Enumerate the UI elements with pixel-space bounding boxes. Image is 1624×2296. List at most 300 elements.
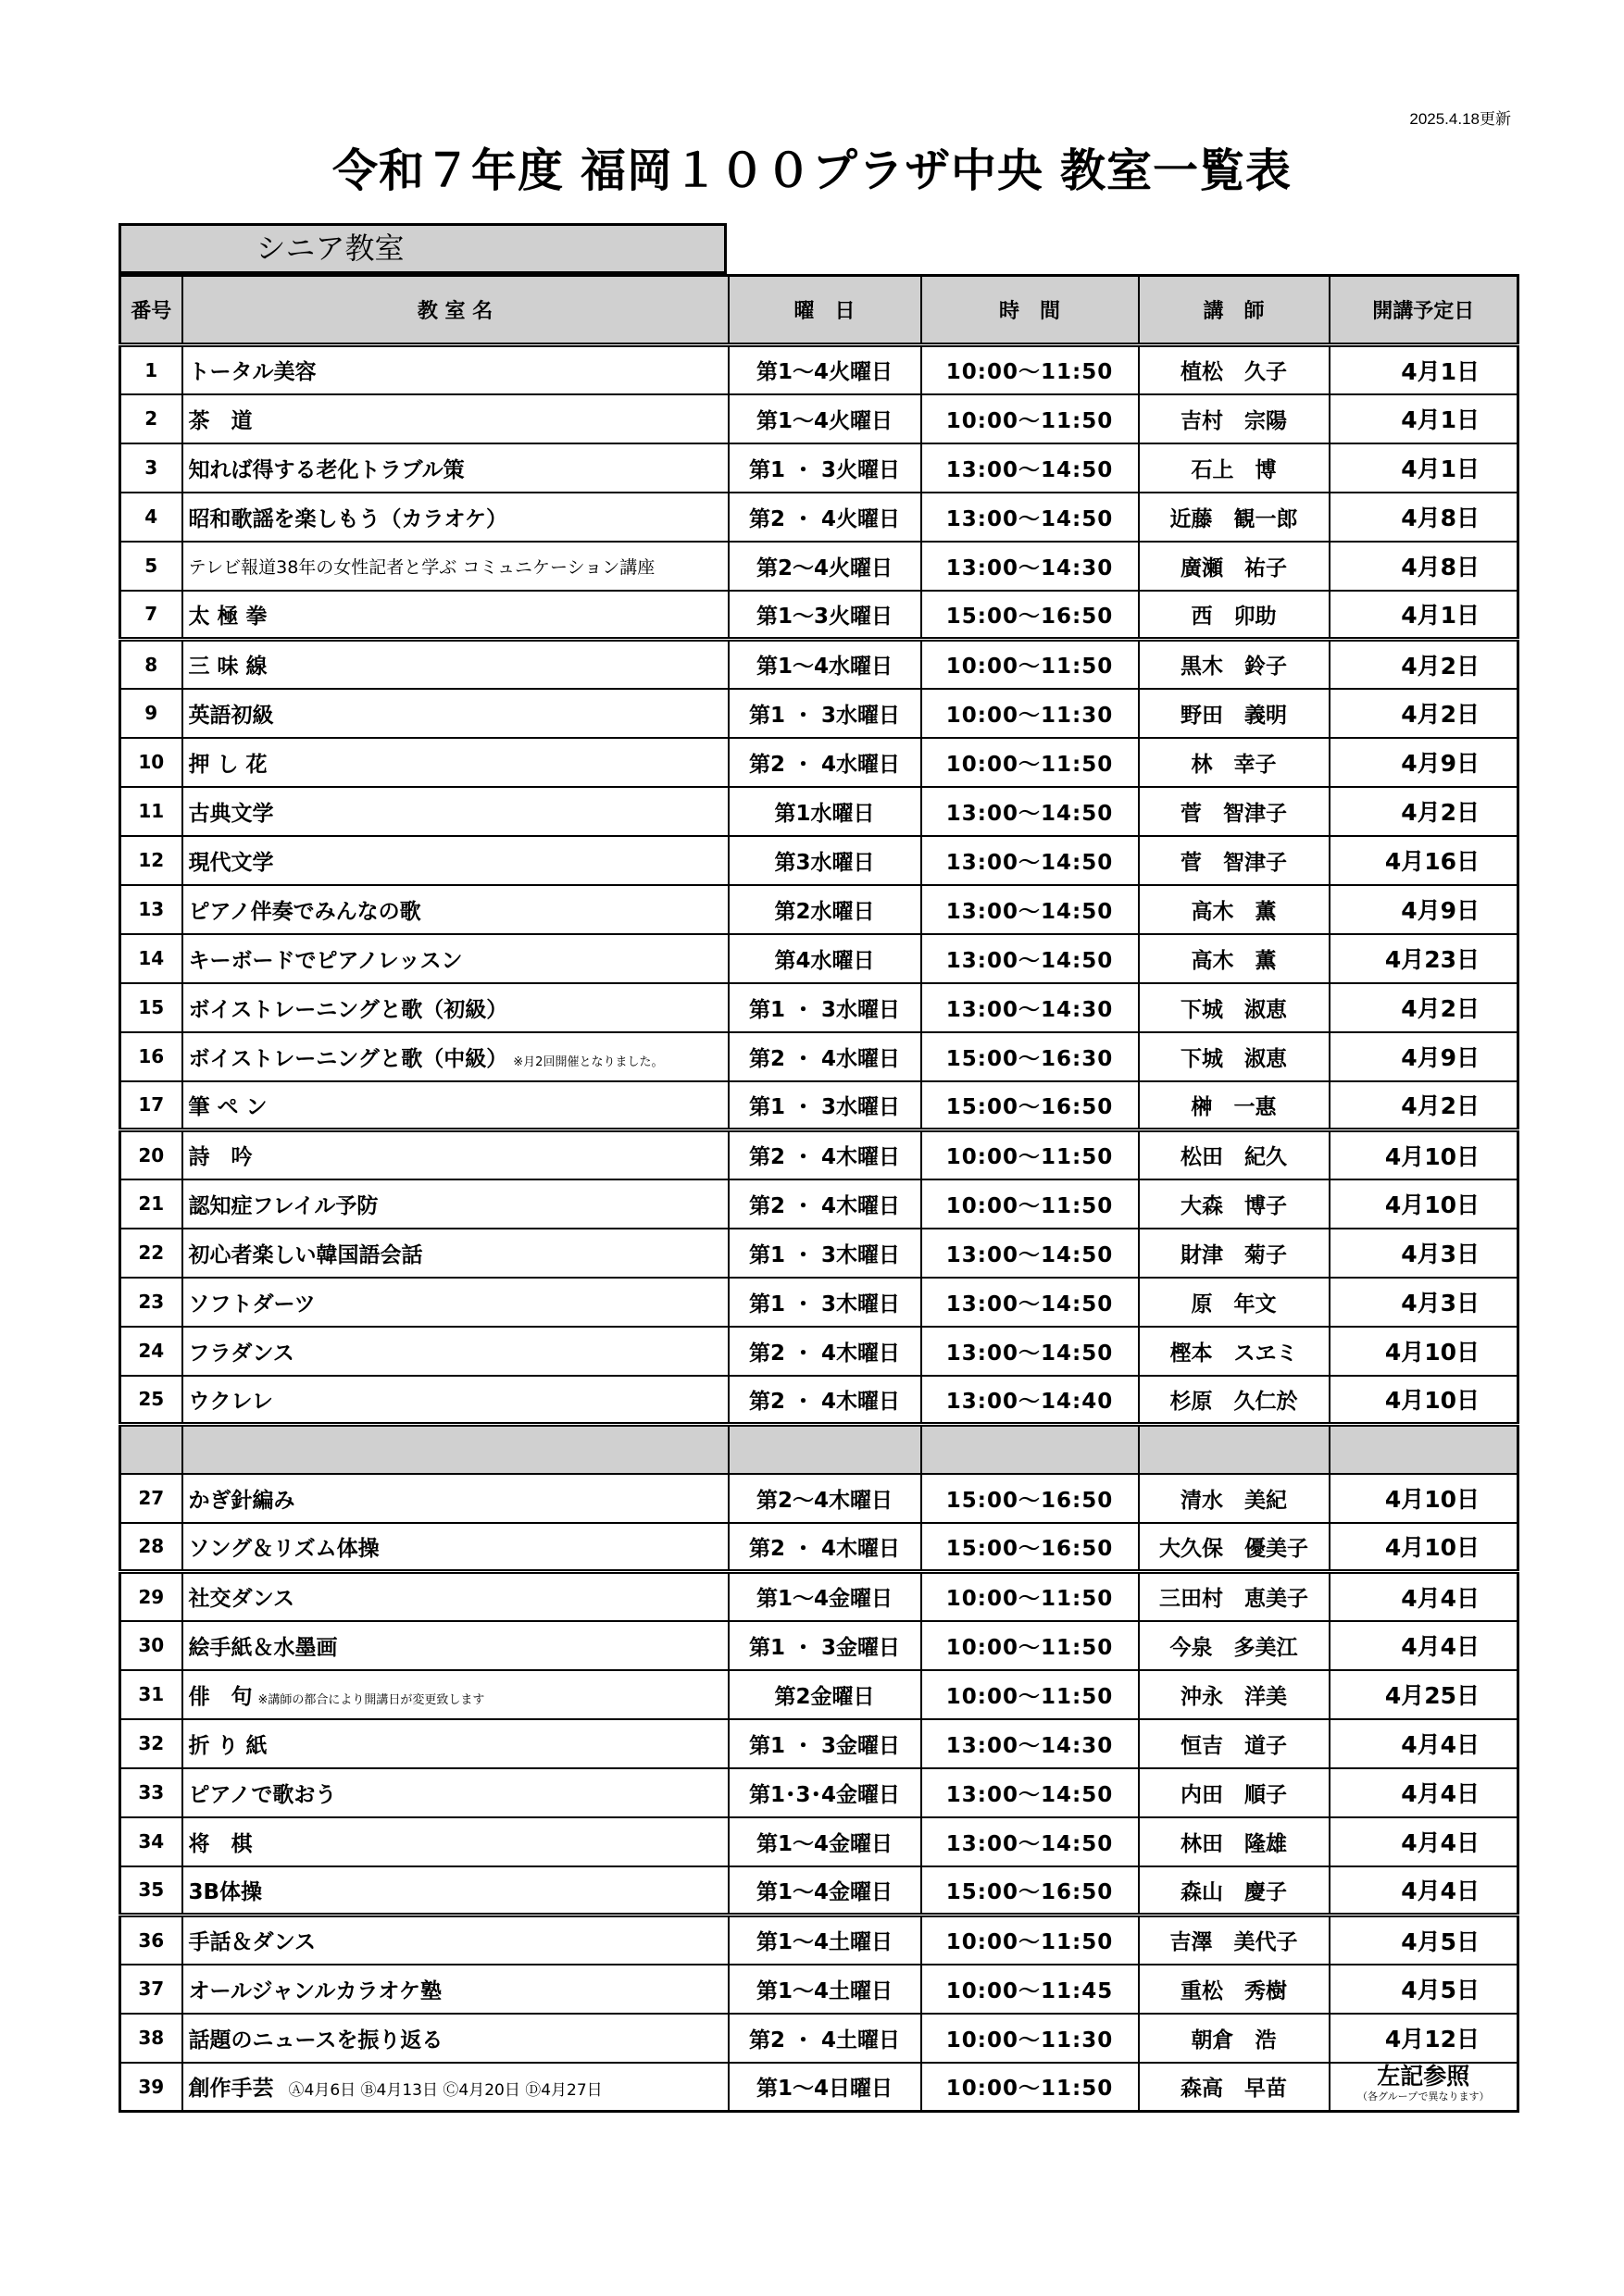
cell-day: 第1～4金曜日: [729, 1817, 921, 1866]
cell-start-date: 4月1日: [1330, 591, 1518, 640]
cell-teacher: [1139, 1425, 1330, 1474]
table-row: [120, 1130, 1518, 1179]
cell-time: 10:00～11:50: [921, 345, 1139, 394]
cell-number: 10: [120, 738, 182, 787]
cell-class-name: [182, 1474, 729, 1523]
table-row: [120, 1866, 1518, 1915]
cell-teacher: 重松 秀樹: [1139, 1965, 1330, 2014]
cell-class-name: [182, 836, 729, 885]
cell-time: 10:00～11:50: [921, 394, 1139, 443]
cell-time: 15:00～16:50: [921, 1081, 1139, 1130]
cell-class-name: [182, 934, 729, 983]
cell-start-date: 4月12日: [1330, 2014, 1518, 2063]
table-row: [120, 689, 1518, 738]
table-row: [120, 1719, 1518, 1768]
cell-day: 第1～4金曜日: [729, 1572, 921, 1621]
class-name-text: ボイストレーニングと歌（中級）: [188, 1046, 508, 1071]
cell-day: 第2 ・ 4木曜日: [729, 1130, 921, 1179]
cell-teacher: 杉原 久仁於: [1139, 1376, 1330, 1425]
cell-day: 第1～4土曜日: [729, 1965, 921, 2014]
cell-day: 第1 ・ 3金曜日: [729, 1719, 921, 1768]
cell-number: 34: [120, 1817, 182, 1866]
class-name-text: ソフトダーツ: [188, 1292, 316, 1316]
cell-day: 第2金曜日: [729, 1670, 921, 1719]
cell-time: 13:00～14:50: [921, 493, 1139, 542]
cell-class-name: [182, 738, 729, 787]
cell-teacher: 原 年文: [1139, 1278, 1330, 1327]
class-name-text: 話題のニュースを振り返る: [188, 2028, 443, 2053]
table-row: [120, 787, 1518, 836]
class-name-text: トータル美容: [188, 360, 317, 385]
cell-day: [729, 1425, 921, 1474]
cell-start-date: 4月4日: [1330, 1866, 1518, 1915]
cell-time: 10:00～11:50: [921, 1572, 1139, 1621]
cell-start-date: 4月2日: [1330, 1081, 1518, 1130]
class-name-text: ピアノ伴奏でみんなの歌: [188, 899, 421, 924]
cell-class-name: [182, 1768, 729, 1817]
cell-class-name: [182, 1866, 729, 1915]
cell-teacher: 西 卯助: [1139, 591, 1330, 640]
class-table: [119, 274, 1519, 2113]
cell-time: 13:00～14:30: [921, 983, 1139, 1032]
table-row: [120, 1376, 1518, 1425]
table-row: [120, 640, 1518, 689]
class-name-text: キーボードでピアノレッスン: [188, 948, 463, 973]
cell-day: 第2 ・ 4土曜日: [729, 2014, 921, 2063]
class-name-text: ピアノで歌おう: [188, 1782, 337, 1807]
cell-start-date: 4月16日: [1330, 836, 1518, 885]
cell-day: 第1水曜日: [729, 787, 921, 836]
cell-number: 12: [120, 836, 182, 885]
cell-day: 第4水曜日: [729, 934, 921, 983]
cell-start-date: 4月2日: [1330, 640, 1518, 689]
cell-day: 第1～4金曜日: [729, 1866, 921, 1915]
cell-start-date: 4月5日: [1330, 1915, 1518, 1965]
cell-start-date: [1330, 1425, 1518, 1474]
cell-start-date: 4月4日: [1330, 1817, 1518, 1866]
cell-class-name: [182, 1130, 729, 1179]
table-row: [120, 493, 1518, 542]
cell-time: 13:00～14:50: [921, 443, 1139, 493]
cell-start-date: 4月9日: [1330, 1032, 1518, 1081]
class-name-text: 現代文学: [188, 850, 274, 875]
table-row: [120, 1965, 1518, 2014]
class-name-text: 将 棋: [188, 1831, 253, 1856]
cell-start-date: 4月23日: [1330, 934, 1518, 983]
header-class-name: 教 室 名: [182, 276, 729, 345]
cell-start-date: 4月25日: [1330, 1670, 1518, 1719]
cell-number: 27: [120, 1474, 182, 1523]
cell-time: 13:00～14:50: [921, 885, 1139, 934]
cell-teacher: 黒木 鈴子: [1139, 640, 1330, 689]
cell-time: 13:00～14:50: [921, 787, 1139, 836]
table-row: [120, 983, 1518, 1032]
cell-day: 第1 ・ 3木曜日: [729, 1278, 921, 1327]
cell-time: 10:00～11:50: [921, 640, 1139, 689]
cell-start-date: 4月3日: [1330, 1278, 1518, 1327]
cell-teacher: 下城 淑恵: [1139, 983, 1330, 1032]
cell-start-date: 4月10日: [1330, 1376, 1518, 1425]
cell-number: 30: [120, 1621, 182, 1670]
cell-time: 13:00～14:50: [921, 1817, 1139, 1866]
cell-time: 10:00～11:50: [921, 1915, 1139, 1965]
cell-teacher: 松田 紀久: [1139, 1130, 1330, 1179]
cell-teacher: 森高 早苗: [1139, 2063, 1330, 2112]
table-row: [120, 345, 1518, 394]
cell-class-name: [182, 1032, 729, 1081]
cell-start-date: 4月8日: [1330, 493, 1518, 542]
table-row: [120, 1278, 1518, 1327]
class-name-text: かぎ針編み: [188, 1488, 295, 1513]
class-name-text: 3B体操: [188, 1879, 263, 1904]
cell-teacher: 財津 菊子: [1139, 1229, 1330, 1278]
cell-time: 13:00～14:50: [921, 836, 1139, 885]
cell-day: 第1 ・ 3水曜日: [729, 689, 921, 738]
class-name-text: 英語初級: [188, 703, 274, 728]
class-name-text: 認知症フレイル予防: [188, 1193, 379, 1218]
class-name-text: 昭和歌謡を楽しもう（カラオケ）: [188, 506, 508, 531]
cell-time: 10:00～11:50: [921, 1179, 1139, 1229]
cell-day: 第1 ・ 3水曜日: [729, 1081, 921, 1130]
cell-number: 9: [120, 689, 182, 738]
table-row: [120, 2063, 1518, 2112]
cell-class-name: [182, 1523, 729, 1572]
cell-number: 3: [120, 443, 182, 493]
cell-teacher: 植松 久子: [1139, 345, 1330, 394]
page-title: 令和７年度 福岡１００プラザ中央 教室一覧表: [331, 144, 1293, 197]
cell-start-date: 4月4日: [1330, 1621, 1518, 1670]
table-row: [120, 542, 1518, 591]
cell-time: [921, 1425, 1139, 1474]
cell-number: 1: [120, 345, 182, 394]
cell-start-date: 4月10日: [1330, 1474, 1518, 1523]
cell-class-name: [182, 1229, 729, 1278]
class-note: Ⓐ4月6日 Ⓑ4月13日 Ⓒ4月20日 Ⓓ4月27日: [288, 2081, 603, 2101]
start-date-note: （各グループで異なります）: [1357, 2090, 1490, 2103]
header-day: 曜 日: [729, 276, 921, 345]
cell-time: 10:00～11:50: [921, 1130, 1139, 1179]
cell-time: 13:00～14:50: [921, 934, 1139, 983]
cell-class-name: [182, 689, 729, 738]
cell-class-name: [182, 394, 729, 443]
table-row: [120, 934, 1518, 983]
cell-teacher: 菅 智津子: [1139, 787, 1330, 836]
cell-start-date: 4月2日: [1330, 787, 1518, 836]
class-name-text: 初心者楽しい韓国語会話: [188, 1242, 423, 1267]
cell-teacher: 高木 薫: [1139, 885, 1330, 934]
cell-number: 4: [120, 493, 182, 542]
table-row: [120, 2014, 1518, 2063]
cell-class-name: [182, 1376, 729, 1425]
cell-class-name: [182, 443, 729, 493]
cell-time: 15:00～16:50: [921, 1866, 1139, 1915]
cell-teacher: 菅 智津子: [1139, 836, 1330, 885]
class-name-text: 筆 ペ ン: [188, 1094, 268, 1119]
cell-start-date: 4月10日: [1330, 1130, 1518, 1179]
class-name-text: 茶 道: [188, 408, 253, 433]
cell-class-name: [182, 1425, 729, 1474]
cell-number: 21: [120, 1179, 182, 1229]
cell-time: 15:00～16:50: [921, 1523, 1139, 1572]
class-name-text: 手話＆ダンス: [188, 1930, 317, 1955]
table-row: [120, 394, 1518, 443]
table-row: [120, 885, 1518, 934]
cell-number: 36: [120, 1915, 182, 1965]
updated-date: 2025.4.18更新: [1409, 110, 1511, 128]
cell-number: 37: [120, 1965, 182, 2014]
cell-teacher: 大久保 優美子: [1139, 1523, 1330, 1572]
class-note: ※月2回開催となりました。: [513, 1054, 664, 1069]
cell-number: 29: [120, 1572, 182, 1621]
cell-number: 32: [120, 1719, 182, 1768]
class-name-text: オールジャンルカラオケ塾: [188, 1978, 442, 2003]
cell-number: 15: [120, 983, 182, 1032]
table-row: [120, 1179, 1518, 1229]
cell-class-name: [182, 345, 729, 394]
cell-teacher: 内田 順子: [1139, 1768, 1330, 1817]
start-date-reference: [1330, 2062, 1518, 2107]
cell-number: 14: [120, 934, 182, 983]
table-row: [120, 1915, 1518, 1965]
cell-time: 15:00～16:50: [921, 1474, 1139, 1523]
cell-start-date: 4月1日: [1330, 394, 1518, 443]
cell-number: 7: [120, 591, 182, 640]
table-row: [120, 1523, 1518, 1572]
cell-class-name: [182, 1621, 729, 1670]
cell-day: 第1～4水曜日: [729, 640, 921, 689]
cell-start-date: 4月2日: [1330, 983, 1518, 1032]
cell-number: 16: [120, 1032, 182, 1081]
cell-day: 第3水曜日: [729, 836, 921, 885]
table-row: [120, 1768, 1518, 1817]
cell-teacher: 大森 博子: [1139, 1179, 1330, 1229]
cell-teacher: 今泉 多美江: [1139, 1621, 1330, 1670]
cell-class-name: [182, 1572, 729, 1621]
cell-day: 第1～4日曜日: [729, 2063, 921, 2112]
class-name-text: 押 し 花: [188, 752, 268, 777]
cell-day: 第2 ・ 4水曜日: [729, 1032, 921, 1081]
cell-start-date: [1330, 2063, 1518, 2112]
cell-number: [120, 1425, 182, 1474]
table-row: [120, 1817, 1518, 1866]
cell-class-name: [182, 1965, 729, 2014]
cell-class-name: [182, 1915, 729, 1965]
cell-time: 15:00～16:30: [921, 1032, 1139, 1081]
cell-time: 10:00～11:50: [921, 1670, 1139, 1719]
cell-day: 第2 ・ 4木曜日: [729, 1376, 921, 1425]
table-row: [120, 1229, 1518, 1278]
cell-number: 8: [120, 640, 182, 689]
cell-start-date: 4月4日: [1330, 1572, 1518, 1621]
cell-day: 第2 ・ 4木曜日: [729, 1179, 921, 1229]
header-start-date: 開講予定日: [1330, 276, 1518, 345]
cell-day: 第2 ・ 4火曜日: [729, 493, 921, 542]
cell-start-date: 4月1日: [1330, 443, 1518, 493]
cell-number: 28: [120, 1523, 182, 1572]
cell-class-name: [182, 542, 729, 591]
cell-day: 第2 ・ 4木曜日: [729, 1523, 921, 1572]
cell-number: 22: [120, 1229, 182, 1278]
cell-number: 2: [120, 394, 182, 443]
cell-class-name: [182, 1670, 729, 1719]
table-row: [120, 1621, 1518, 1670]
cell-day: 第2～4木曜日: [729, 1474, 921, 1523]
header-teacher: 講 師: [1139, 276, 1330, 345]
class-name-text: 古典文学: [188, 801, 274, 826]
cell-start-date: 4月2日: [1330, 689, 1518, 738]
class-name-text: ソング＆リズム体操: [188, 1536, 380, 1561]
cell-number: 17: [120, 1081, 182, 1130]
cell-number: 33: [120, 1768, 182, 1817]
class-name-text: 知れば得する老化トラブル策: [188, 457, 465, 482]
cell-day: 第2水曜日: [729, 885, 921, 934]
table-row: [120, 1327, 1518, 1376]
class-note: ※講師の都合により開講日が変更致します: [257, 1692, 485, 1707]
cell-number: 25: [120, 1376, 182, 1425]
cell-number: 31: [120, 1670, 182, 1719]
cell-start-date: 4月5日: [1330, 1965, 1518, 2014]
cell-day: 第1･3･4金曜日: [729, 1768, 921, 1817]
cell-teacher: 下城 淑恵: [1139, 1032, 1330, 1081]
cell-start-date: 4月4日: [1330, 1768, 1518, 1817]
cell-day: 第1 ・ 3火曜日: [729, 443, 921, 493]
cell-teacher: 榊 一惠: [1139, 1081, 1330, 1130]
class-name-text: テレビ報道38年の女性記者と学ぶ コミュニケーション講座: [188, 556, 656, 578]
cell-start-date: 4月10日: [1330, 1523, 1518, 1572]
cell-number: 35: [120, 1866, 182, 1915]
header-number: 番号: [120, 276, 182, 345]
cell-start-date: 4月10日: [1330, 1179, 1518, 1229]
header-time: 時 間: [921, 276, 1139, 345]
cell-start-date: 4月4日: [1330, 1719, 1518, 1768]
table-row: [120, 1081, 1518, 1130]
cell-time: 13:00～14:40: [921, 1376, 1139, 1425]
section-label: シニア教室: [256, 231, 405, 266]
cell-teacher: 林 幸子: [1139, 738, 1330, 787]
cell-time: 13:00～14:50: [921, 1327, 1139, 1376]
cell-class-name: [182, 591, 729, 640]
table-row: [120, 1474, 1518, 1523]
cell-teacher: 吉澤 美代子: [1139, 1915, 1330, 1965]
cell-day: 第2 ・ 4水曜日: [729, 738, 921, 787]
cell-time: 10:00～11:30: [921, 689, 1139, 738]
class-name-text: 折 り 紙: [188, 1733, 268, 1758]
table-row: [120, 738, 1518, 787]
table-row: [120, 443, 1518, 493]
cell-number: 5: [120, 542, 182, 591]
cell-teacher: 野田 義明: [1139, 689, 1330, 738]
cell-time: 10:00～11:50: [921, 738, 1139, 787]
table-row: [120, 1425, 1518, 1474]
cell-class-name: [182, 983, 729, 1032]
cell-number: 20: [120, 1130, 182, 1179]
cell-time: 13:00～14:30: [921, 542, 1139, 591]
table-row: [120, 1670, 1518, 1719]
cell-day: 第1～4火曜日: [729, 394, 921, 443]
table-row: [120, 591, 1518, 640]
cell-class-name: [182, 640, 729, 689]
cell-start-date: 4月3日: [1330, 1229, 1518, 1278]
cell-class-name: [182, 1817, 729, 1866]
cell-time: 10:00～11:50: [921, 2063, 1139, 2112]
cell-day: 第1 ・ 3水曜日: [729, 983, 921, 1032]
cell-class-name: [182, 1327, 729, 1376]
table-header-row: [120, 276, 1518, 345]
cell-class-name: [182, 1719, 729, 1768]
cell-time: 13:00～14:50: [921, 1229, 1139, 1278]
class-name-text: 三 味 線: [188, 655, 268, 680]
table-row: [120, 1572, 1518, 1621]
cell-teacher: 近藤 観一郎: [1139, 493, 1330, 542]
cell-day: 第1 ・ 3木曜日: [729, 1229, 921, 1278]
cell-time: 13:00～14:30: [921, 1719, 1139, 1768]
class-name-text: 太 極 拳: [188, 604, 268, 629]
cell-number: 24: [120, 1327, 182, 1376]
cell-number: 39: [120, 2063, 182, 2112]
cell-class-name: [182, 2063, 729, 2112]
cell-day: 第1～4火曜日: [729, 345, 921, 394]
cell-time: 13:00～14:50: [921, 1768, 1139, 1817]
cell-start-date: 4月10日: [1330, 1327, 1518, 1376]
cell-time: 10:00～11:50: [921, 1621, 1139, 1670]
cell-class-name: [182, 1179, 729, 1229]
cell-time: 10:00～11:30: [921, 2014, 1139, 2063]
table-row: [120, 1032, 1518, 1081]
class-name-text: ボイストレーニングと歌（初級）: [188, 997, 508, 1022]
cell-teacher: 清水 美紀: [1139, 1474, 1330, 1523]
cell-teacher: 石上 博: [1139, 443, 1330, 493]
start-date-text: 左記参照: [1377, 2062, 1470, 2090]
cell-teacher: 樫本 スヱミ: [1139, 1327, 1330, 1376]
class-name-text: フラダンス: [188, 1341, 294, 1366]
cell-start-date: 4月1日: [1330, 345, 1518, 394]
cell-number: 11: [120, 787, 182, 836]
table-row: [120, 836, 1518, 885]
cell-day: 第1～3火曜日: [729, 591, 921, 640]
cell-teacher: 沖永 洋美: [1139, 1670, 1330, 1719]
cell-class-name: [182, 885, 729, 934]
cell-teacher: 廣瀬 祐子: [1139, 542, 1330, 591]
cell-teacher: 森山 慶子: [1139, 1866, 1330, 1915]
cell-day: 第2～4火曜日: [729, 542, 921, 591]
class-name-text: ウクレレ: [188, 1389, 273, 1414]
cell-time: 10:00～11:45: [921, 1965, 1139, 2014]
cell-teacher: 朝倉 浩: [1139, 2014, 1330, 2063]
cell-class-name: [182, 2014, 729, 2063]
cell-time: 15:00～16:50: [921, 591, 1139, 640]
cell-class-name: [182, 1278, 729, 1327]
cell-teacher: 林田 隆雄: [1139, 1817, 1330, 1866]
cell-time: 13:00～14:50: [921, 1278, 1139, 1327]
cell-day: 第1 ・ 3金曜日: [729, 1621, 921, 1670]
table-body: [120, 345, 1518, 2112]
cell-class-name: [182, 493, 729, 542]
class-name-text: 社交ダンス: [188, 1587, 295, 1612]
cell-day: 第2 ・ 4木曜日: [729, 1327, 921, 1376]
cell-number: 13: [120, 885, 182, 934]
section-label-box: [119, 223, 727, 274]
class-name-text: 創作手芸: [188, 2077, 274, 2102]
cell-teacher: 三田村 恵美子: [1139, 1572, 1330, 1621]
cell-start-date: 4月9日: [1330, 738, 1518, 787]
cell-teacher: 高木 薫: [1139, 934, 1330, 983]
class-name-text: 詩 吟: [188, 1145, 253, 1170]
cell-day: 第1～4土曜日: [729, 1915, 921, 1965]
cell-start-date: 4月9日: [1330, 885, 1518, 934]
cell-teacher: 恒吉 道子: [1139, 1719, 1330, 1768]
cell-number: 38: [120, 2014, 182, 2063]
cell-number: 23: [120, 1278, 182, 1327]
